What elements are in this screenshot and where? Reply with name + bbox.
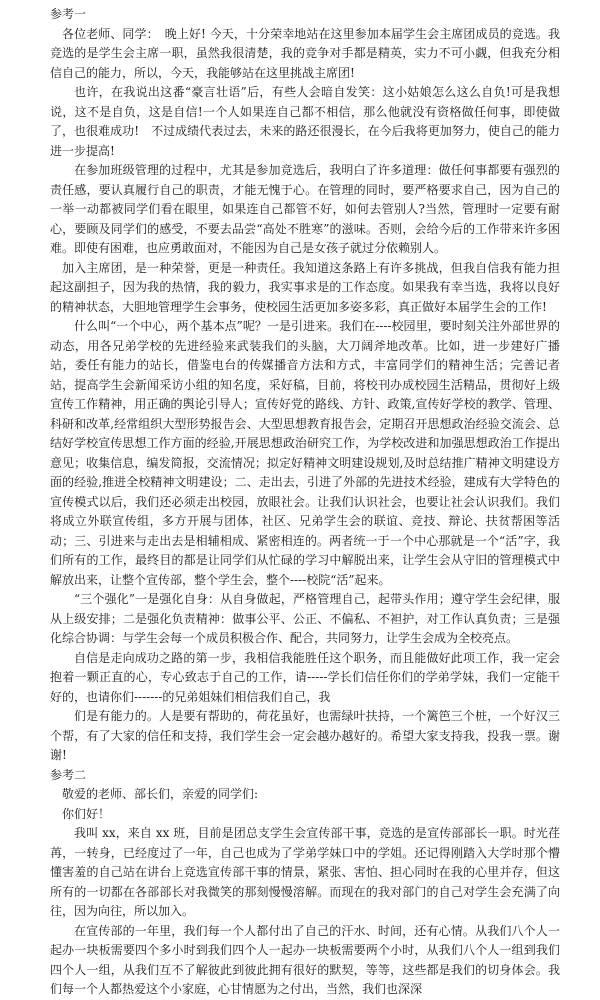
section2-salutation: 敬爱的老师、部长们，亲爱的同学们:: [62, 787, 259, 801]
section2-greeting: 你们好！: [62, 806, 111, 821]
section1-paragraph-1: 各位老师、同学： 晚上好! 今天，十分荣幸地站在这里参加本届学生会主席团成员的竞选。我竞选的是学生会主席一职，虽然我很清楚，我的竞争对手都是精英，实力不可小觑，但我充分相信自己的能力，所以，今天，我能够站在这里挑战主席团!: [50, 26, 560, 80]
section1-paragraph-6: “三个强化”一是强化自身：从自身做起，严格管理自己，起带头作用；遵守学生会纪律，服从上级安排；二是强化负责精神：做事公平、公正、不偏私、不袒护，对工作认真负责；三是强化综合协调：与学生会每一个成员积极合作、配合，共同努力，让学生会成为全校亮点。: [50, 592, 560, 645]
section2-paragraph-1: 我叫 xx，来自 xx 班，目前是团总支学生会宣传部干事，竞选的是宣传部部长一职。时光荏苒，一转身，已经度过了一年，自己也成为了学弟学妹口中的学姐。还记得刚踏入大学时那个懵懂害羞的自己站在讲台上竞选宣传部干事的情景，紧张、害怕、担心同时在我的心里并存，但这所有的一切都在各部部长对我微笑的那刻慢慢溶解。而现在的我对部门的自己对学生会充满了向往，因为向往，所以加入。: [50, 826, 560, 918]
section2-paragraph-2: 在宣传部的一年里，我们每一个人都付出了自己的汗水、时间，还有心情。从我们八个人一起办一块板需要四个多小时到我们四个人一起办一块板需要两个小时，从我们八个人一组到我们四个人一组，从我们互不了解彼此到彼此拥有很好的默契，等等，这些都是我们的切身体会。我们每一个人都热爱这个小家庭，心甘情愿为之付出，当然，我们也深深: [50, 923, 560, 996]
section1-paragraph-2: 也许，在我说出这番“豪言壮语”后，有些人会暗自发笑：这小姑娘怎么这么自负!可是我想说，这不是自负，这是自信!一个人如果连自己都不相信，那么他就没有资格做任何事，即使做了，也很难成功! 不过成绩代表过去，未来的路还很漫长，在今后我将更加努力，使自己的能力进一步提高!: [50, 85, 560, 158]
section1-paragraph-4: 加入主席团，是一种荣誉，更是一种责任。我知道这条路上有许多挑战，但我自信我有能力担起这副担子，因为我的热情，我的毅力，我实事求是的工作态度。如果我有幸当选，我将以良好的精神状态，大胆地管理学生会事务，使校园生活更加多姿多彩，真正做好本届学生会的工作!: [50, 260, 560, 314]
section1-paragraph-8: 们是有能力的。人是要有帮助的，荷花虽好，也需绿叶扶持，一个篱笆三个桩，一个好汉三个帮，有了大家的信任和支持，我们学生会一定会越办越好的。希望大家支持我，投我一票。谢谢!: [50, 709, 560, 762]
section1-paragraph-3: 在参加班级管理的过程中，尤其是参加竞选后，我明白了许多道理：做任何事都要有强烈的责任感，要认真履行自己的职责，才能无愧于心。在管理的同时，要严格要求自己，因为自己的一举一动都被同学们看在眼里，如果连自己都管不好，如何去管别人?当然，管理时一定要有耐心，要顾及同学们的感受，不要去品尝“高处不胜寒”的滋味。否则，会给今后的工作带来许多困难。即使有困难，也应勇敢面对，不能因为自己是女孩子就过分依赖别人。: [50, 163, 560, 255]
section1-heading: 参考一: [50, 7, 87, 21]
section1-paragraph-5: 什么叫“一个中心，两个基本点”呢？一是引进来。我们在----校园里，要时刻关注外部世界的动态，用各兄弟学校的先进经验来武装我们的头脑，大刀阔斧地改革。比如，进一步建好广播站，委任有能力的站长，借鉴电台的传媒播音方法和方式，丰富同学们的精神生活；完善记者站，提高学生会新闻采访小组的知名度，采好稿，目前，将校刊办成校园生活精品，贯彻好上级宣传工作精神，用正确的舆论引导人；宣传好党的路线、方针、政策,宣传好学校的教学、管理、科研和改革,经常组织大型形势报告会、大型思想教育报告会，定期召开思想政治经验交流会、总结好学校宣传思想工作方面的经验,开展思想政治研究工作，为学校改进和加强思想政治工作提出意见；收集信息，编发简报，交流情况；拟定好精神文明建设规划,及时总结推广精神文明建设方面的经验,推进全校精神文明建设；二、走出去，引进了外部的先进技术经验，建成有大学特色的宣传模式以后，我们还必须走出校园，放眼社会。让我们认识社会，也要让社会认识我们。我们将成立外联宣传组，多方开展与团体，社区、兄弟学生会的联谊、竞技、辩论、扶贫帮困等活动；三、引进来与走出去是相辅相成、紧密相连的。两者统一于一个中心那就是一个“活”字，我们所有的工作，最终目的都是让同学们从忙碌的学习中解脱出来，让学生会从守旧的管理模式中解放出来，让整个宣传部，整个学生会，整个----校院“活”起来。: [50, 319, 560, 587]
section1-paragraph-7: 自信是走向成功之路的第一步，我相信我能胜任这个职务，而且能做好此项工作，我一定会抱着一颗正直的心，专心致志于自己的工作，请-----学长们信任你们的学弟学妹，我们一定能干好的，也请你们-------的兄弟姐妹们相信我们自己，我: [50, 650, 560, 704]
section2-heading: 参考二: [50, 767, 87, 782]
